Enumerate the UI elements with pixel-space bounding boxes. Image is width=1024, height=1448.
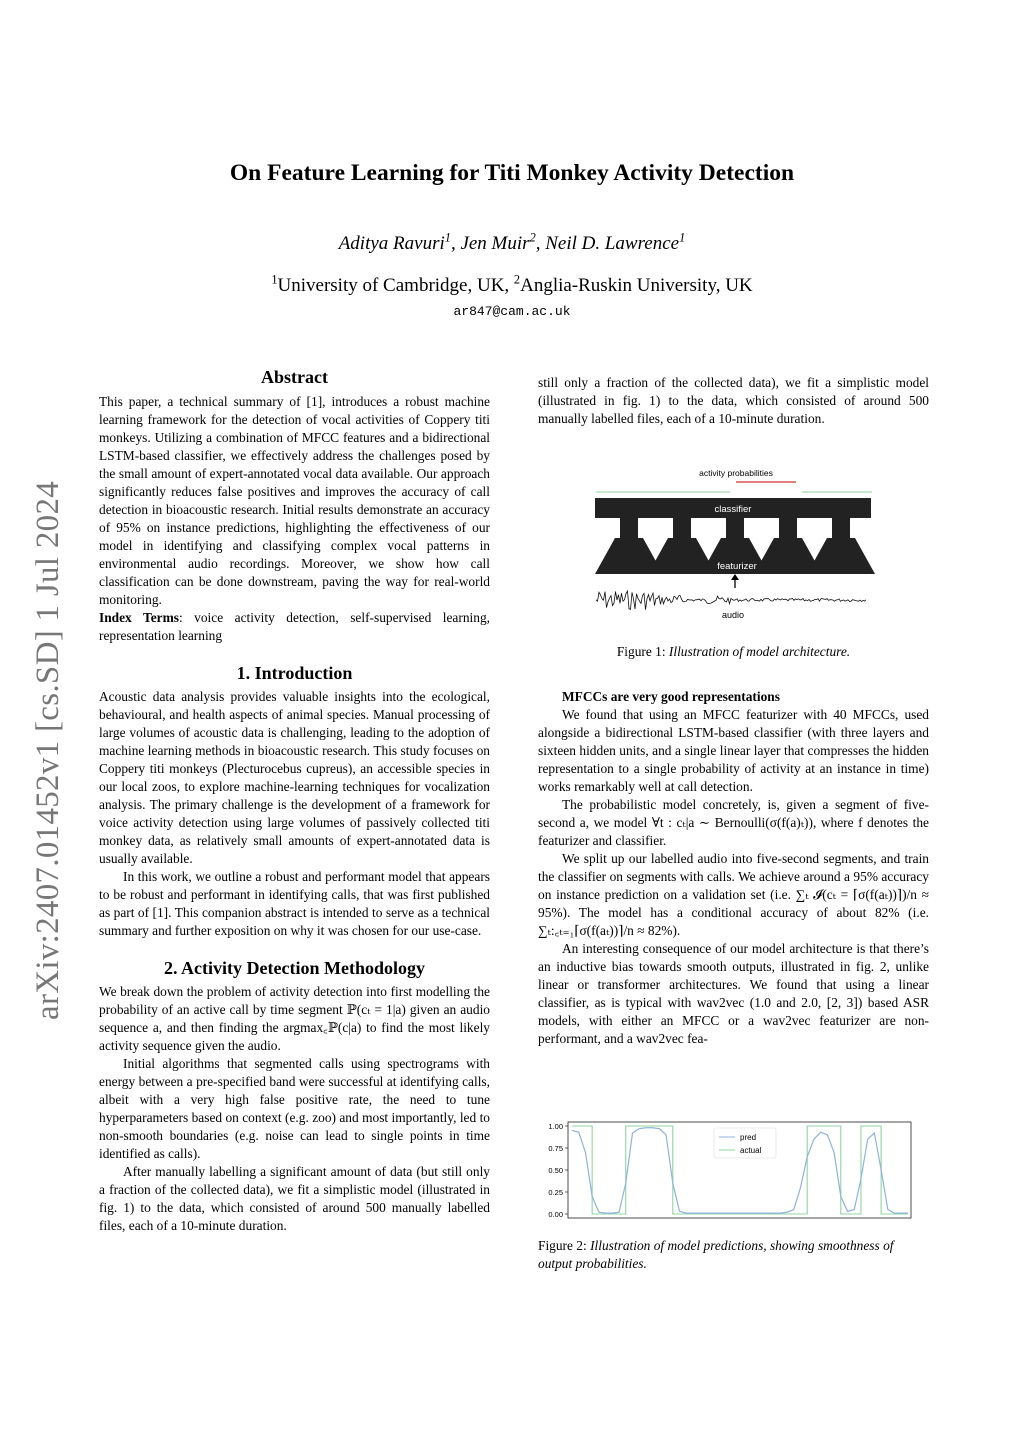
intro-paragraph-2: In this work, we outline a robust and performant model that appears to be robust and performant in identifying calls, that was first published as part of [1]. This companion abstract is intended to serve as a technical summary and further exposition on why it was chosen for our use-case. — [99, 869, 490, 938]
author-name: Jen Muir — [460, 233, 530, 254]
figure-1-architecture — [590, 462, 880, 632]
y-tick-label: 0.25 — [548, 1188, 563, 1197]
fig1-unit-stem — [832, 518, 850, 538]
fig1-classifier-label: classifier — [714, 504, 752, 515]
fig2-caption-prefix: Figure 2: — [538, 1238, 591, 1253]
method-paragraph-2: Initial algorithms that segmented calls using spectrograms with energy between a pre-specified band were successful at identifying calls, albeit with a very high false positive rate, the need to tune hyperparameters based on context (e.g. zoo) and most importantly, led to non-smooth boundaries (e.g. noise can lead to single points in time identified as calls). — [99, 1056, 490, 1161]
index-terms-label: Index Terms — [99, 610, 179, 625]
paper-title: On Feature Learning for Titi Monkey Activity Detection — [229, 160, 795, 186]
abstract-heading: Abstract — [261, 367, 328, 387]
section-heading-methodology: 2. Activity Detection Methodology — [164, 958, 425, 978]
author-name: Neil D. Lawrence — [545, 233, 680, 254]
figure-2-caption — [538, 1237, 929, 1273]
right-column-body — [538, 688, 929, 1048]
author-affil-mark: 1 — [679, 230, 686, 245]
method-paragraph-1: We break down the problem of activity detection into first modelling the probability of an active call by time segment ℙ(cₜ = 1|a) given an audio sequence a, and then finding the argmax꜀ℙ(c|a) to find the most likely activity sequence given the audio. — [99, 984, 490, 1053]
chart-y-axis — [548, 1122, 568, 1219]
fig1-unit-trapezoid — [807, 538, 875, 574]
fig1-audio-label: audio — [721, 610, 745, 620]
figure-1-caption — [538, 643, 929, 661]
fig1-featurizer-label: featurizer — [717, 561, 757, 572]
fig1-caption-text: Illustration of model architecture. — [668, 644, 851, 659]
abstract-text: This paper, a technical summary of [1], introduces a robust machine learning framework for the detection of vocal activities of Coppery titi monkeys. Utilizing a combination of MFCC features and a bidirectional LSTM-based classifier, we effectively address the challenges posed by the small amount of expert-annotated vocal data available. Our approach significantly reduces false positives and improves the accuracy of call detection in bioacoustic research. Initial results demonstrate an accuracy of 95% on instance predictions, highlighting the effectiveness of our model in identifying and classifying complex vocal patterns in environmental audio recordings. Moreover, we show how call classification can be done downstream, paving the way for real-world monitoring. — [99, 394, 490, 607]
mfcc-paragraph-4: An interesting consequence of our model architecture is that there’s an inductive bias towards smooth outputs, illustrated in fig. 2, unlike linear or transformer architectures. We found that using a linear classifier, as is typical with wav2vec (1.0 and 2.0, [2, 3]) based ASR models, with either an MFCC or a wav2vec featurizer are non-performant, and a wav2vec fea- — [538, 941, 929, 1046]
affiliation: Anglia-Ruskin University, UK — [520, 275, 753, 296]
fig1-unit-stem — [620, 518, 638, 538]
fig1-unit-stem — [673, 518, 691, 538]
arxiv-id: arXiv:2407.01452v1 [cs.SD] 1 Jul 2024 — [30, 480, 66, 1020]
mfcc-paragraph-1: We found that using an MFCC featurizer with 40 MFCCs, used alongside a bidirectional LSTM-based classifier (with three layers and sixteen hidden units, and a single linear layer that compresses the hidden representation to a single probability of activity at an instance in time) works remarkably well at call detection. — [538, 707, 929, 794]
left-column — [99, 367, 490, 1233]
fig1-unit-stem — [726, 518, 744, 538]
index-terms — [99, 609, 490, 645]
chart-legend — [714, 1128, 776, 1158]
y-tick-label: 0.00 — [548, 1210, 563, 1219]
affiliation: University of Cambridge, UK, — [277, 275, 514, 296]
author-affil-mark: 1 — [444, 230, 451, 245]
author-email[interactable]: ar847@cam.ac.uk — [453, 304, 571, 319]
mfcc-paragraph-2: The probabilistic model concretely, is, given a segment of five-second a, we model ∀t : cₜ|a ∼ Bernoulli(σ(f(a)ₜ)), where f denotes the featurizer and classifier. — [538, 797, 929, 848]
author-name: Aditya Ravuri — [338, 233, 445, 254]
fig1-arrow-head — [731, 574, 739, 580]
y-tick-label: 1.00 — [548, 1122, 563, 1131]
affil-mark: 2 — [513, 272, 521, 287]
method-paragraph-3-continued: still only a fraction of the collected data), we fit a simplistic model (illustrated in fig. 1) to the data, which consisted of around 500 manually labelled files, each of a 10-minute duration. — [538, 375, 929, 426]
fig1-unit-stem — [779, 518, 797, 538]
fig1-audio-waveform — [596, 591, 866, 610]
fig2-caption-text: Illustration of model predictions, showing smoothness of output probabilities. — [538, 1238, 894, 1271]
affiliations — [0, 272, 1024, 297]
intro-paragraph-1: Acoustic data analysis provides valuable insights into the ecological, behavioural, and health aspects of animal species. Manual processing of large volumes of acoustic data is challenging, leading to the adoption of machine learning methods in bioacoustic research. This study focuses on Coppery titi monkeys (Plecturocebus cupreus), an accessible species in our local zoos, to explore machine-learning techniques for vocalization analysis. The primary challenge is the development of a framework for voice activity detection using large volumes of passively collected titi monkey data, as relatively small amounts of expert-annotated data is usually available. — [99, 689, 490, 866]
legend-actual-label: actual — [740, 1146, 762, 1155]
right-column-top — [538, 374, 929, 428]
mfcc-paragraph-3: We split up our labelled audio into five-second segments, and train the classifier on segments with calls. We achieve around a 95% accuracy on instance prediction on a validation set (i.e. ∑ₜ 𝓘(cₜ = ⌈σ(f(aₜ))⌉)/n ≈ 95%). The model has a conditional accuracy of about 82% (i.e. ∑ₜ:꜀ₜ₌₁⌈σ(f(aₜ))⌉/n ≈ 82%). — [538, 851, 929, 938]
mfcc-heading: MFCCs are very good representations — [562, 689, 780, 704]
method-paragraph-3: After manually labelling a significant amount of data (but still only a fraction of the collected data), we fit a simplistic model (illustrated in fig. 1) to the data, which consisted of around 500 manually labelled files, each of a 10-minute duration. — [99, 1164, 490, 1233]
fig1-caption-prefix: Figure 1: — [616, 644, 669, 659]
figure-2-chart — [538, 1118, 918, 1226]
affil-mark: 1 — [271, 272, 278, 287]
legend-pred-label: pred — [740, 1133, 757, 1142]
index-terms-text: : voice activity detection, self-supervised learning, representation learning — [99, 610, 490, 643]
section-heading-introduction: 1. Introduction — [236, 663, 353, 683]
y-tick-label: 0.50 — [548, 1166, 563, 1175]
author-list: Aditya Ravuri$^1$, Jen Muir$^2$, Neil D. Lawrence$^1$ — [338, 230, 686, 254]
y-tick-label: 0.75 — [548, 1144, 563, 1153]
author-affil-mark: 2 — [529, 230, 536, 245]
fig1-activity-label: activity probabilities — [699, 468, 773, 478]
